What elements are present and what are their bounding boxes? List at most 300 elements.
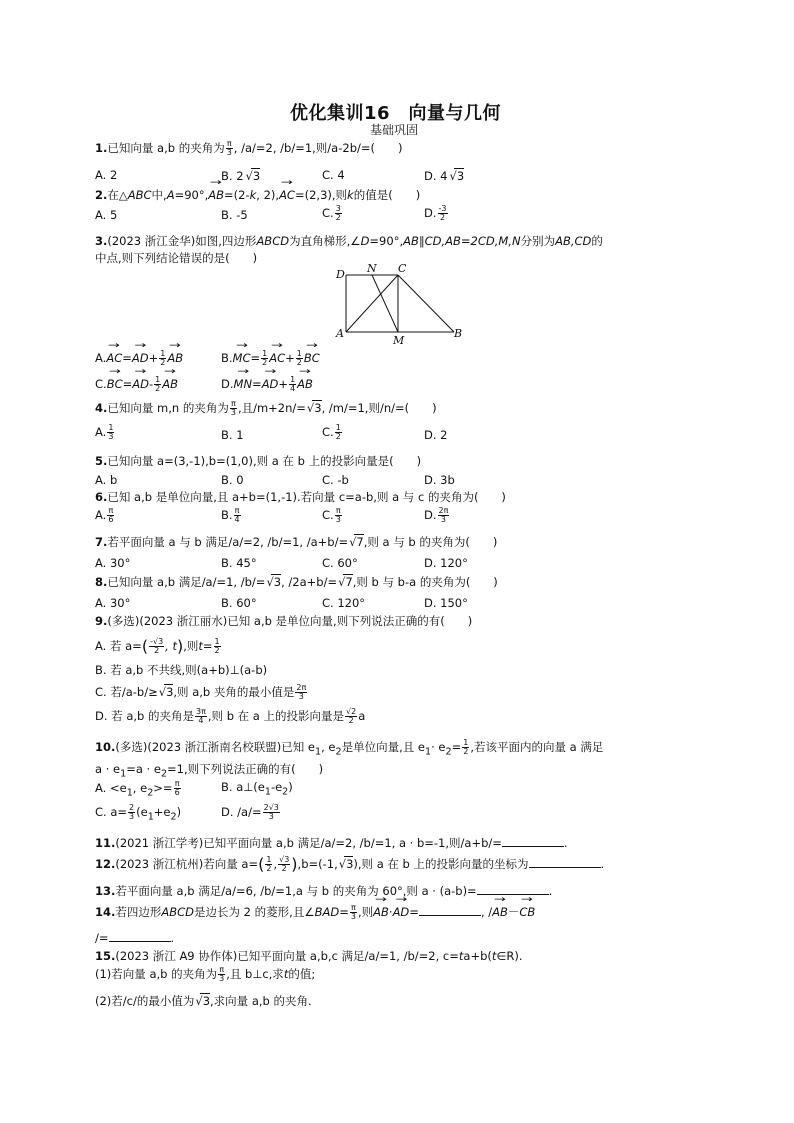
q7-text-1: 若平面向量 a 与 b 满足/a/=2, /b/=1, /a+b/= — [107, 535, 349, 549]
q10-frac-den: 2 — [463, 747, 469, 756]
q3-b-num1: 1 — [262, 349, 268, 358]
q9-d-prefix: D. 若 a,b 的夹角是 — [95, 709, 194, 723]
q7-text-2: ,则 a 与 b 的夹角为( ) — [363, 535, 498, 549]
q2-option-b[interactable]: B. -5 — [221, 208, 248, 222]
q3-d-prefix: D. — [221, 377, 234, 391]
q10-b-end: ) — [288, 780, 293, 794]
q6-d-den: 3 — [440, 515, 447, 524]
q3-ab-cd: AB,CD — [555, 234, 592, 248]
q2-text-a: 在△ — [107, 188, 128, 202]
q14-bad: BAD — [314, 905, 340, 919]
q9-d-text: ,则 b 在 a 上的投影向量是 — [207, 709, 345, 723]
q6-c-num: π — [335, 506, 341, 515]
q10-c-den: 3 — [129, 812, 135, 821]
q2-text-f: =(2,3),则 — [294, 188, 348, 202]
q3-b-frac2 — [296, 350, 303, 367]
q10-c-frac — [128, 804, 135, 821]
q9-option-d[interactable] — [95, 708, 365, 725]
q3-d-vec-ab: → AB — [297, 377, 313, 391]
q12-sqrt: √ 3 — [344, 856, 354, 871]
q7-number: 7. — [95, 535, 108, 549]
q5-option-c[interactable]: C. -b — [322, 473, 349, 487]
q4-text-3: , /m/=1,则/n/=( ) — [321, 401, 437, 415]
q10-line1-a: (多选)(2023 浙江浙南名校联盟)已知 e — [115, 740, 315, 754]
q10-line1-c: 是单位向量,且 e — [341, 740, 425, 754]
q4-c-num: 1 — [335, 423, 341, 432]
q9-option-c[interactable] — [95, 684, 308, 701]
q10-c-sub2: 2 — [170, 811, 177, 823]
q10-a-mid: , e — [132, 781, 148, 795]
q1-option-d[interactable] — [424, 168, 464, 183]
question-8 — [95, 574, 498, 589]
q4-c-frac — [335, 424, 342, 441]
q3-d-num: 1 — [290, 375, 296, 384]
q10-d-den: 3 — [268, 812, 274, 821]
q6-d-num: 2π — [438, 506, 449, 515]
q3-c-vec-ab: → AB — [162, 377, 178, 391]
q14-answer-blank-1[interactable] — [419, 905, 481, 916]
q12-number: 12. — [95, 857, 116, 871]
q3-a-eq: = — [122, 351, 132, 365]
q13-answer-blank[interactable] — [477, 884, 549, 895]
label-b: B — [454, 327, 463, 340]
q9-d-num: 3π — [195, 707, 206, 716]
question-12 — [95, 856, 604, 873]
q10-c-prefix: C. a= — [95, 805, 128, 819]
q3-b-vec-mc: → MC — [233, 351, 251, 365]
q10-sub-4: 2 — [445, 746, 452, 758]
q3-a-vec-ad: → AD — [132, 351, 149, 365]
q6-a-den: 6 — [108, 515, 114, 524]
question-7 — [95, 534, 497, 549]
q3-b-vec-bc: → BC — [304, 351, 320, 365]
q6-b-frac — [234, 507, 241, 524]
q10-line-2 — [95, 762, 323, 781]
q10-c-num: 2 — [129, 803, 135, 812]
q1-number: 1. — [95, 141, 108, 155]
q3-line1-d: 分别为 — [520, 234, 556, 248]
question-3 — [95, 234, 603, 248]
q3-b-den2: 2 — [296, 358, 302, 367]
q11-number: 11. — [95, 836, 116, 850]
q3-c-minus: - — [148, 377, 154, 391]
q15-text-2: a+b( — [463, 949, 492, 963]
q10-option-d[interactable] — [221, 804, 281, 821]
q3-c-den: 2 — [155, 384, 161, 393]
q15-part-2 — [95, 993, 312, 1008]
q14-vec-ab: → AB — [373, 905, 389, 919]
q10-line1-f: ,若该平面内的向量 a 满足 — [470, 740, 604, 754]
q11-answer-blank[interactable] — [502, 836, 564, 847]
q9-number: 9. — [95, 614, 108, 628]
page-title: 优化集训16 向量与几何 — [290, 103, 502, 124]
q2-text-b: 中, — [151, 188, 167, 202]
q2-c-frac — [335, 205, 342, 222]
label-c: C — [398, 262, 407, 275]
q2-option-a[interactable]: A. 5 — [95, 208, 118, 222]
section-title: 基础巩固 — [370, 123, 419, 137]
q3-a-plus: + — [148, 351, 159, 365]
q4-option-b[interactable]: B. 1 — [221, 428, 244, 442]
q12-text-1: (2023 浙江杭州)若向量 a= — [115, 857, 259, 871]
q15-p1-a: (1)若向量 a,b 的夹角为 — [95, 967, 218, 981]
q15-t2: t — [491, 949, 497, 963]
trapezoid-figure — [330, 262, 470, 346]
q4-text-1: 已知向量 m,n 的夹角为 — [107, 401, 229, 415]
question-9 — [95, 614, 472, 628]
q15-p1-num: π — [219, 965, 225, 974]
q2-number: 2. — [95, 188, 108, 202]
q10-option-c[interactable] — [95, 804, 181, 824]
q10-sub-2: 2 — [335, 746, 342, 758]
q10-line1-e: = — [451, 740, 462, 754]
q3-d-frac — [289, 376, 296, 393]
q10-a-prefix: A. <e — [95, 781, 127, 795]
q8-number: 8. — [95, 575, 108, 589]
q9-a-prefix: A. 若 a= — [95, 639, 142, 653]
q12-num-1: 1 — [266, 855, 272, 864]
question-15 — [95, 949, 523, 963]
q3-c-frac — [154, 376, 161, 393]
label-d: D — [336, 268, 345, 281]
q10-d-num: 2√3 — [263, 803, 279, 812]
q4-option-c[interactable] — [322, 424, 343, 441]
q3-a-prefix: A. — [95, 351, 107, 365]
q1-option-c[interactable]: C. 4 — [322, 168, 345, 182]
q10-option-a[interactable] — [95, 780, 182, 800]
q4-text-2: ,且/m+2n/= — [237, 401, 306, 415]
q8-option-b[interactable]: B. 60° — [221, 596, 257, 610]
q9-a-num: -√3 — [150, 637, 164, 646]
q4-a-num: 1 — [108, 423, 114, 432]
q6-b-prefix: B. — [221, 508, 233, 522]
q12-end: . — [600, 857, 605, 871]
q10-d-frac — [263, 804, 280, 821]
q2-vector-ab: → AB — [208, 188, 224, 202]
q14-answer-blank-2[interactable] — [109, 931, 171, 942]
q3-b-plus: + — [285, 351, 295, 365]
q4-option-a[interactable] — [95, 424, 115, 441]
q3-a-frac — [159, 350, 166, 367]
q14-end: . — [170, 931, 175, 945]
q4-frac-num: π — [230, 399, 236, 408]
q2-d-prefix: D. — [424, 206, 437, 220]
q4-number: 4. — [95, 401, 108, 415]
q15-p1-den: 3 — [219, 974, 225, 983]
q3-number: 3. — [95, 234, 108, 248]
q3-b-den1: 2 — [262, 358, 268, 367]
q3-d-vec-ad: → AD — [262, 377, 279, 391]
q3-abcd: ABCD — [256, 234, 290, 248]
question-5 — [95, 454, 421, 468]
q3-b-num2: 1 — [296, 349, 302, 358]
q10-b-mid: -e — [270, 780, 283, 794]
q10-d-prefix: D. /a/= — [221, 805, 262, 819]
question-6 — [95, 490, 506, 504]
q9-c-num: 2π — [296, 683, 307, 692]
q14-vec-cb: → CB — [519, 905, 535, 919]
q3-option-b[interactable] — [221, 350, 320, 367]
q14-frac — [350, 904, 357, 921]
q5-option-b[interactable]: B. 0 — [221, 473, 244, 487]
q6-d-prefix: D. — [424, 508, 437, 522]
q2-option-c[interactable] — [322, 205, 343, 222]
q6-c-prefix: C. — [322, 508, 334, 522]
q3-line1-c: =90°, — [369, 234, 404, 248]
q8-text-3: ,则 b 与 b-a 的夹角为( ) — [352, 575, 498, 589]
q10-line1-b: , e — [321, 740, 336, 754]
q2-d-num: -3 — [438, 204, 447, 213]
q3-c-prefix: C. — [95, 377, 107, 391]
q10-number: 10. — [95, 740, 116, 754]
q7-option-a[interactable]: A. 30° — [95, 556, 131, 570]
q2-d-den: 2 — [439, 213, 446, 222]
q3-option-a[interactable] — [95, 350, 183, 367]
q13-text: 若平面向量 a,b 满足/a/=6, /b/=1,a 与 b 的夹角为 60°,则 a · (a-b)= — [115, 884, 477, 898]
q10-c-end: ) — [176, 805, 182, 819]
q1-b-sqrt: √ 3 — [251, 168, 261, 183]
question-4 — [95, 400, 437, 417]
q10-sub-3: 1 — [424, 746, 432, 758]
q5-text: 已知向量 a=(3,-1),b=(1,0),则 a 在 b 上的投影向量是( ) — [107, 454, 422, 468]
q2-abc: ABC — [127, 188, 152, 202]
q3-d-eq: = — [252, 377, 262, 391]
q10-line2-a: a · e — [95, 762, 121, 776]
q4-sqrt: √ 3 — [312, 400, 322, 415]
q3-d-plus: + — [278, 377, 289, 391]
q9-a-frac — [149, 638, 164, 655]
label-n: N — [367, 262, 377, 275]
q15-p1-frac — [218, 966, 225, 983]
q10-frac-num: 1 — [463, 738, 469, 747]
q10-c-plus: +e — [153, 805, 171, 819]
q3-a-vec-ac: → AC — [106, 351, 122, 365]
q7-option-d[interactable]: D. 120° — [424, 556, 468, 570]
q6-b-num: π — [234, 506, 240, 515]
q1-fraction — [226, 140, 233, 157]
q10-a-frac — [174, 780, 181, 797]
q2-k: k — [249, 188, 257, 202]
q9-a-lparen: ( — [141, 636, 149, 656]
q6-number: 6. — [95, 490, 108, 504]
q1-text-1: 已知向量 a,b 的夹角为 — [107, 141, 225, 155]
q6-option-d[interactable] — [424, 507, 450, 524]
q10-sub-6: 2 — [160, 768, 168, 780]
q15-number: 15. — [95, 949, 116, 963]
q1-frac-den: 3 — [226, 148, 232, 157]
segment-ac — [346, 275, 398, 332]
q14-frac-den: 3 — [350, 912, 356, 921]
q2-d-frac — [438, 205, 448, 222]
q14-minus: － — [507, 905, 520, 919]
q10-a-sub1: 1 — [126, 787, 133, 799]
q4-a-frac — [107, 424, 114, 441]
q15-text-1: (2023 浙江 A9 协作体)已知平面向量 a,b,c 满足/a/=1, /b/=2, c= — [115, 949, 459, 963]
q3-option-c[interactable] — [95, 376, 178, 393]
q3-line1-e: 的 — [591, 234, 603, 248]
q9-c-prefix: C. 若/a-b/≥ — [95, 685, 158, 699]
q12-answer-blank[interactable] — [529, 857, 601, 868]
q6-c-frac — [335, 507, 342, 524]
q9-a-den: 2 — [154, 646, 160, 655]
q11-end: . — [563, 836, 568, 850]
q6-d-frac — [438, 507, 450, 524]
q7-option-b[interactable]: B. 45° — [221, 556, 257, 570]
label-a: A — [336, 327, 344, 340]
edge-cb — [398, 275, 454, 332]
q9-c-text: ,则 a,b 夹角的最小值是 — [173, 685, 295, 699]
q9-d-rden: 2 — [348, 716, 354, 725]
q9-option-a[interactable] — [95, 638, 222, 655]
q3-b-vec-ac: → AC — [269, 351, 285, 365]
q10-line1-d: · e — [431, 740, 446, 754]
q4-a-den: 3 — [108, 432, 114, 441]
q3-c-vec-bc: → BC — [107, 377, 123, 391]
q8-option-c[interactable]: C. 120° — [322, 596, 366, 610]
q15-part-1 — [95, 966, 315, 983]
q9-d-den: 4 — [198, 716, 204, 725]
q1-b-prefix: B. 2 — [221, 169, 244, 183]
q10-b-sub2: 2 — [282, 786, 289, 798]
q15-p1-c: 的值; — [288, 967, 316, 981]
q9-a-rnum: 1 — [214, 637, 220, 646]
q15-text-3: ∈R). — [496, 949, 523, 963]
q14-number: 14. — [95, 905, 116, 919]
q8-text-1: 已知向量 a,b 满足/a/=1, /b/= — [107, 575, 266, 589]
q10-sub-1: 1 — [314, 746, 322, 758]
q7-option-c[interactable]: C. 60° — [322, 556, 358, 570]
q9-option-b[interactable]: B. 若 a,b 不共线,则(a+b)⊥(a-b) — [95, 663, 268, 677]
q2-text-c: =90°, — [174, 188, 209, 202]
q6-a-prefix: A. — [95, 508, 107, 522]
q14-abcd: ABCD — [161, 905, 195, 919]
q2-c-den: 2 — [335, 213, 341, 222]
q3-b-prefix: B. — [221, 351, 233, 365]
q10-frac — [462, 739, 469, 756]
q3-a-vec-ab: → AB — [167, 351, 183, 365]
q2-c-num: 3 — [335, 204, 341, 213]
q1-d-sqrt: √ 3 — [454, 168, 464, 183]
q15-p2-a: (2)若/c/的最小值为 — [95, 994, 195, 1008]
q3-c-eq: = — [122, 377, 133, 391]
q6-option-a[interactable] — [95, 507, 115, 524]
q9-a-mid: ,则 — [183, 639, 199, 653]
q14-text-6: , / — [480, 905, 493, 919]
q9-a-eq: = — [202, 639, 213, 653]
q3-line-2: 中点,则下列结论错误的是( ) — [95, 251, 258, 265]
q9-d-end: a — [358, 709, 366, 723]
q8-sqrt-2: √ 7 — [343, 574, 353, 589]
label-m: M — [393, 334, 405, 346]
q12-rparen: ) — [291, 854, 298, 874]
q15-p2-b: ,求向量 a,b 的夹角. — [210, 994, 312, 1008]
q12-frac-1 — [265, 856, 272, 873]
q14-vec-ad: → AD — [393, 905, 410, 919]
q3-b-frac1 — [261, 350, 268, 367]
q10-sub-5: 1 — [120, 768, 127, 780]
q3-line1-a: (2023 浙江金华)如图,四边形 — [107, 234, 257, 248]
q9-c-sqrt: √ 3 — [164, 684, 174, 699]
q2-vector-ac: → AC — [279, 188, 295, 202]
q6-option-c[interactable] — [322, 507, 343, 524]
question-10 — [95, 739, 603, 759]
question-13 — [95, 884, 552, 898]
segment-nm — [372, 275, 398, 332]
q9-d-frac — [195, 708, 207, 725]
q9-a-rfrac — [214, 638, 221, 655]
q7-sqrt: √ 7 — [354, 534, 364, 549]
q2-option-d[interactable] — [424, 205, 449, 222]
q2-c-prefix: C. — [322, 206, 334, 220]
q15-p2-sqrt: √ 3 — [200, 993, 210, 1008]
q14-text-4: ,则 — [357, 905, 374, 919]
q11-text: (2021 浙江学考)已知平面向量 a,b 满足/a/=2, /b/=1, a · b=-1,则/a+b/= — [115, 836, 502, 850]
q8-text-2: , /2a+b/= — [281, 575, 338, 589]
q12-text-3: ),则 a 在 b 上的投影向量的坐标为 — [353, 857, 529, 871]
q1-option-a[interactable]: A. 2 — [95, 168, 118, 182]
q9-d-rfrac — [345, 708, 357, 725]
q9-text: (多选)(2023 浙江丽水)已知 a,b 是单位向量,则下列说法正确的有( ) — [107, 614, 473, 628]
question-11 — [95, 836, 568, 850]
q6-option-b[interactable] — [221, 507, 242, 524]
q15-t: t — [458, 949, 464, 963]
q2-text-g: 的值是( ) — [353, 188, 421, 202]
q10-a-eq: >= — [153, 781, 173, 795]
question-14 — [95, 904, 535, 921]
q14-text-1: 若四边形 — [115, 905, 162, 919]
q4-option-d[interactable]: D. 2 — [424, 428, 448, 442]
q12-comma: , — [273, 857, 278, 871]
q14-text-3: = — [339, 905, 349, 919]
q3-d-den: 4 — [290, 384, 296, 393]
q10-a-sub2: 2 — [147, 787, 154, 799]
q14-line2-text: /= — [95, 931, 109, 945]
q1-frac-num: π — [226, 139, 232, 148]
q9-a-rparen: ) — [176, 636, 184, 656]
q1-text-2: , /a/=2, /b/=1,则/a-2b/=( ) — [233, 141, 403, 155]
q10-option-b[interactable] — [221, 780, 293, 799]
q3-d-vec-mn: → MN — [234, 377, 253, 391]
q9-c-frac — [295, 684, 307, 701]
q14-line-2 — [95, 931, 174, 945]
q14-text-2: 是边长为 2 的菱形,且∠ — [194, 905, 315, 919]
q14-vec-ab-2: → AB — [492, 905, 508, 919]
q8-sqrt-1: √ 3 — [271, 574, 281, 589]
q3-conditions: AB∥CD,AB=2CD,M,N — [403, 234, 521, 248]
q3-c-vec-ad: → AD — [132, 377, 149, 391]
q5-option-d[interactable]: D. 3b — [424, 473, 455, 487]
q4-a-prefix: A. — [95, 425, 107, 439]
q9-a-t: , t — [165, 639, 177, 653]
q10-a-num: π — [174, 779, 180, 788]
q15-p1-b: ,且 b⊥c,求 — [226, 967, 284, 981]
q3-option-d[interactable] — [221, 376, 313, 393]
q12-text-2: ,b=(-1, — [297, 857, 338, 871]
q3-a-den: 2 — [160, 358, 166, 367]
q8-option-d[interactable]: D. 150° — [424, 596, 468, 610]
q10-a-den: 6 — [174, 788, 180, 797]
q12-frac-2 — [278, 856, 290, 873]
q8-option-a[interactable]: A. 30° — [95, 596, 131, 610]
q6-a-num: π — [108, 506, 114, 515]
q10-c-sub1: 1 — [147, 811, 154, 823]
q10-c-mid: (e — [136, 805, 148, 819]
q4-frac-den: 3 — [230, 408, 236, 417]
q9-d-rnum: √2 — [346, 707, 357, 716]
question-2 — [95, 188, 420, 202]
q3-line1-b: 为直角梯形,∠ — [289, 234, 361, 248]
q5-option-a[interactable]: A. b — [95, 473, 118, 487]
